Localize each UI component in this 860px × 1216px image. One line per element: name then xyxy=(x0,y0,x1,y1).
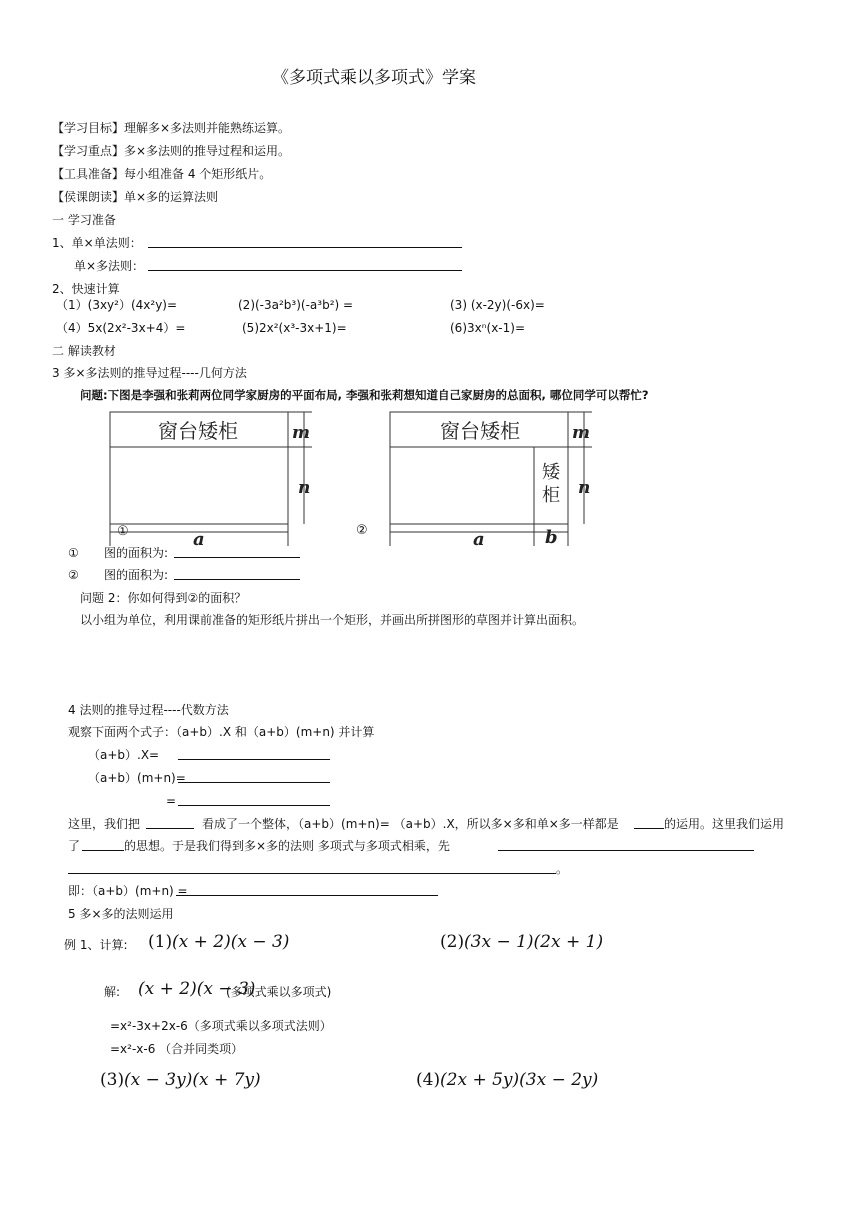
figure-2-side-cabinet-bottom: 柜 xyxy=(542,485,560,506)
group-task: 以小组为单位，利用课前准备的矩形纸片拼出一个矩形，并画出所拼图形的草图并计算出面积。 xyxy=(80,613,585,627)
kitchen-question: 问题:下图是李强和张莉两位同学家厨房的平面布局, 李强和张莉想知道自己家厨房的总面积, 哪位同学可以帮忙? xyxy=(80,388,649,402)
figure-2-m-label: m xyxy=(572,423,590,443)
problem-2-expression: (3x − 1)(2x + 1) xyxy=(464,932,604,952)
area-2-label: 图的面积为: xyxy=(104,568,169,582)
solution-step-1: =x²-3x+2x-6（多项式乘以多项式法则） xyxy=(110,1019,332,1033)
expr-ab-x: （a+b）.X= xyxy=(88,748,160,762)
problem-2-number: (2) xyxy=(440,932,465,952)
rule-blank-2[interactable] xyxy=(68,873,556,874)
mono-poly-rule-blank[interactable] xyxy=(148,270,462,271)
figure-1-m-label: m xyxy=(292,423,310,443)
para-1-end: 的运用。这里我们运用 xyxy=(664,817,785,831)
area-1-number: ① xyxy=(68,546,79,560)
expr-equals: = xyxy=(166,794,177,808)
geometry-method-heading: 3 多×多法则的推导过程----几何方法 xyxy=(52,366,247,380)
expr-ab-mn: （a+b）(m+n)= xyxy=(88,771,186,785)
calc-5: (5)2x²(x³-3x+1)= xyxy=(242,321,347,335)
thinking-blank[interactable] xyxy=(82,850,124,851)
para-1-start: 这里，我们把 xyxy=(68,817,141,831)
para-2-start: 了 xyxy=(68,839,81,853)
pre-class-reading: 【侯课朗读】单×多的运算法则 xyxy=(52,190,219,204)
figure-2-n-label: n xyxy=(578,478,591,498)
algebra-method-heading: 4 法则的推导过程----代数方法 xyxy=(68,703,229,717)
quick-calc-heading: 2、快速计算 xyxy=(52,282,120,296)
observe-expressions: 观察下面两个式子：（a+b）.X 和（a+b）(m+n) 并计算 xyxy=(68,725,375,739)
figure-1-a-label: a xyxy=(193,529,205,550)
figure-1-n-label: n xyxy=(298,478,311,498)
expr-ab-x-blank[interactable] xyxy=(178,759,330,760)
problem-3-number: (3) xyxy=(100,1070,125,1090)
section1-heading: 一 学习准备 xyxy=(52,213,116,227)
problem-1-expression: (x + 2)(x − 3) xyxy=(172,932,290,952)
solution-label: 解: xyxy=(104,985,121,999)
figure-2-side-cabinet-top: 矮 xyxy=(542,462,560,483)
figure-2-kitchen-layout xyxy=(380,406,602,552)
problem-4-number: (4) xyxy=(416,1070,441,1090)
expr-equals-blank[interactable] xyxy=(178,805,330,806)
whole-blank[interactable] xyxy=(146,828,194,829)
mono-mono-rule-label: 1、单×单法则： xyxy=(52,236,142,250)
calc-1: （1）(3xy²）(4x²y)= xyxy=(56,298,178,312)
conclusion-blank[interactable] xyxy=(176,895,438,896)
calc-4: （4）5x(2x²-3x+4）= xyxy=(56,321,186,335)
learning-focus: 【学习重点】多×多法则的推导过程和运用。 xyxy=(52,144,291,158)
area-1-blank[interactable] xyxy=(174,557,300,558)
rule-period: 。 xyxy=(556,862,569,876)
problem-1-number: (1) xyxy=(148,932,173,952)
law-blank[interactable] xyxy=(634,828,664,829)
calc-3: (3) (x-2y)(-6x)= xyxy=(450,298,545,312)
para-1-middle: 看成了一个整体，（a+b）(m+n)= （a+b）.X，所以多×多和单×多一样都是 xyxy=(202,817,619,831)
area-2-blank[interactable] xyxy=(174,579,300,580)
solution-step-2: =x²-x-6 （合并同类项） xyxy=(110,1042,244,1056)
figure-1-kitchen-layout xyxy=(100,406,322,552)
figure-2-a-label: a xyxy=(473,529,485,550)
page-title: 《多项式乘以多项式》学案 xyxy=(272,68,476,88)
area-2-number: ② xyxy=(68,568,79,582)
figure-2-number: ② xyxy=(356,523,368,538)
tool-prep: 【工具准备】每小组准备 4 个矩形纸片。 xyxy=(52,167,272,181)
example-label: 例 1、计算: xyxy=(64,938,128,952)
section2-heading: 二 解读教材 xyxy=(52,344,116,358)
problem-4-expression: (2x + 5y)(3x − 2y) xyxy=(440,1070,599,1090)
mono-mono-rule-blank[interactable] xyxy=(148,247,462,248)
area-1-label: 图的面积为: xyxy=(104,546,169,560)
conclusion-label: 即：（a+b）(m+n) = xyxy=(68,884,188,898)
solution-expression: (x + 2)(x − 3) xyxy=(138,979,256,999)
learning-goal: 【学习目标】理解多×多法则并能熟练运算。 xyxy=(52,121,291,135)
calc-2: (2)(-3a²b³)(-a³b²) = xyxy=(238,298,354,312)
figure-1-number: ① xyxy=(117,524,129,539)
figure-2-b-label: b xyxy=(545,527,558,548)
rule-blank-1[interactable] xyxy=(498,850,754,851)
question-2: 问题 2：你如何得到②的面积？ xyxy=(80,591,247,605)
problem-3-expression: (x − 3y)(x + 7y) xyxy=(124,1070,261,1090)
para-2-middle: 的思想。于是我们得到多×多的法则 多项式与多项式相乘，先 xyxy=(124,839,450,853)
solution-note: (多项式乘以多项式) xyxy=(226,985,332,999)
figure-2-cabinet-label: 窗台矮柜 xyxy=(440,419,520,443)
figure-1-cabinet-label: 窗台矮柜 xyxy=(158,419,238,443)
section5-heading: 5 多×多的法则运用 xyxy=(68,907,174,921)
expr-ab-mn-blank[interactable] xyxy=(178,782,330,783)
calc-6: (6)3xⁿ(x-1)= xyxy=(450,321,525,335)
mono-poly-rule-label: 单×多法则： xyxy=(74,259,145,273)
